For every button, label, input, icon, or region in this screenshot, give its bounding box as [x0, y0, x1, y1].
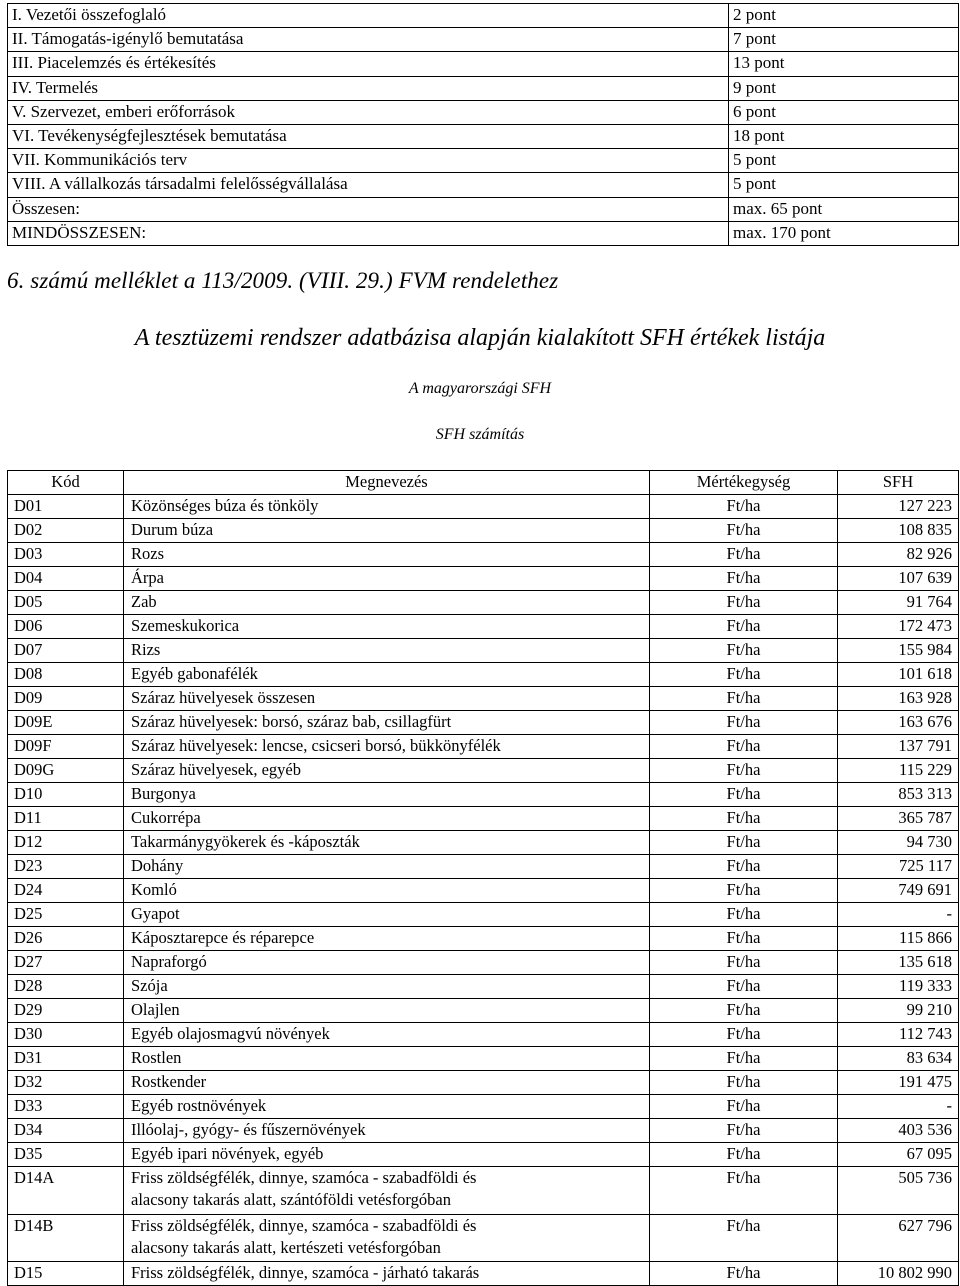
scoring-label: VI. Tevékenységfejlesztések bemutatása — [8, 124, 729, 148]
scoring-row — [8, 4, 959, 28]
sfh-name-line: Cukorrépa — [131, 808, 201, 827]
sfh-code: D24 — [8, 879, 124, 903]
sfh-unit: Ft/ha — [650, 687, 838, 711]
sfh-code: D12 — [8, 831, 124, 855]
scoring-points: 5 pont — [729, 149, 959, 173]
sfh-name-line: Burgonya — [131, 784, 196, 803]
header-sfh: SFH — [838, 471, 959, 495]
sfh-code: D06 — [8, 615, 124, 639]
sfh-unit: Ft/ha — [650, 999, 838, 1023]
sfh-unit: Ft/ha — [650, 1023, 838, 1047]
sfh-row — [8, 663, 959, 687]
scoring-row — [8, 149, 959, 173]
sfh-name-line: Rostlen — [131, 1048, 182, 1067]
sfh-row — [8, 999, 959, 1023]
sfh-code: D03 — [8, 543, 124, 567]
sfh-code: D25 — [8, 903, 124, 927]
sfh-code: D01 — [8, 495, 124, 519]
sfh-unit: Ft/ha — [650, 1047, 838, 1071]
sfh-name — [124, 1023, 650, 1047]
sfh-row — [8, 1095, 959, 1119]
sfh-name — [124, 1214, 650, 1262]
scoring-label: II. Támogatás-igénylő bemutatása — [8, 28, 729, 52]
sfh-row — [8, 759, 959, 783]
sfh-code: D34 — [8, 1119, 124, 1143]
scoring-label: VIII. A vállalkozás társadalmi felelősségvállalása — [8, 173, 729, 197]
sfh-name — [124, 759, 650, 783]
sfh-unit: Ft/ha — [650, 615, 838, 639]
sfh-name — [124, 807, 650, 831]
sfh-value: 10 802 990 — [838, 1262, 959, 1286]
sfh-name-line: Dohány — [131, 856, 184, 875]
sfh-name — [124, 1095, 650, 1119]
scoring-label: Összesen: — [8, 197, 729, 221]
sfh-name-line: Friss zöldségfélék, dinnye, szamóca - szabadföldi és — [131, 1168, 477, 1187]
sfh-table — [7, 470, 959, 1286]
scoring-table-body — [8, 4, 959, 246]
sfh-unit: Ft/ha — [650, 1167, 838, 1215]
sfh-unit: Ft/ha — [650, 519, 838, 543]
sfh-row — [8, 1262, 959, 1286]
sfh-code: D15 — [8, 1262, 124, 1286]
sfh-name — [124, 879, 650, 903]
sfh-name-line-2: alacsony takarás alatt, kertészeti vetésforgóban — [131, 1237, 441, 1257]
sfh-row — [8, 1214, 959, 1262]
header-code: Kód — [8, 471, 124, 495]
scoring-row — [8, 52, 959, 76]
sfh-value: 853 313 — [838, 783, 959, 807]
sfh-code: D07 — [8, 639, 124, 663]
header-unit: Mértékegység — [650, 471, 838, 495]
sfh-name — [124, 927, 650, 951]
scoring-label: III. Piacelemzés és értékesítés — [8, 52, 729, 76]
sfh-name — [124, 711, 650, 735]
sfh-unit: Ft/ha — [650, 855, 838, 879]
sfh-row — [8, 495, 959, 519]
sfh-value: 91 764 — [838, 591, 959, 615]
scoring-points: 13 pont — [729, 52, 959, 76]
sfh-unit: Ft/ha — [650, 495, 838, 519]
sfh-value: 627 796 — [838, 1214, 959, 1262]
sfh-unit: Ft/ha — [650, 735, 838, 759]
sfh-name-line: Egyéb olajosmagvú növények — [131, 1024, 330, 1043]
sfh-code: D09G — [8, 759, 124, 783]
sfh-unit: Ft/ha — [650, 807, 838, 831]
sfh-code: D35 — [8, 1143, 124, 1167]
sfh-code: D02 — [8, 519, 124, 543]
sfh-row — [8, 975, 959, 999]
sfh-name-line: Szemeskukorica — [131, 616, 240, 635]
scoring-row — [8, 124, 959, 148]
sfh-row — [8, 1023, 959, 1047]
sfh-row — [8, 855, 959, 879]
sfh-unit: Ft/ha — [650, 783, 838, 807]
scoring-points: 7 pont — [729, 28, 959, 52]
sfh-value: 137 791 — [838, 735, 959, 759]
sfh-code: D05 — [8, 591, 124, 615]
scoring-row — [8, 197, 959, 221]
sfh-table-body — [8, 471, 959, 1286]
sfh-name-line: Komló — [131, 880, 177, 899]
sfh-name-line: Száraz hüvelyesek, egyéb — [131, 760, 301, 779]
sfh-code: D30 — [8, 1023, 124, 1047]
sfh-code: D14B — [8, 1214, 124, 1262]
sfh-name — [124, 1167, 650, 1215]
header-name: Megnevezés — [124, 471, 650, 495]
sfh-name-line: Rizs — [131, 640, 161, 659]
sfh-code: D11 — [8, 807, 124, 831]
sfh-unit: Ft/ha — [650, 591, 838, 615]
sfh-name — [124, 1047, 650, 1071]
sfh-name-line: Takarmánygyökerek és -káposzták — [131, 832, 360, 851]
sfh-name-line: Rozs — [131, 544, 164, 563]
sfh-name-line: Egyéb ipari növények, egyéb — [131, 1144, 324, 1163]
sfh-value: 67 095 — [838, 1143, 959, 1167]
scoring-row — [8, 221, 959, 245]
sfh-name-line: Káposztarepce és réparepce — [131, 928, 315, 947]
sfh-value: 365 787 — [838, 807, 959, 831]
sfh-value: 191 475 — [838, 1071, 959, 1095]
sfh-code: D10 — [8, 783, 124, 807]
scoring-table — [7, 3, 959, 246]
sfh-name-line: Száraz hüvelyesek: lencse, csicseri borsó, bükkönyfélék — [131, 736, 501, 755]
scoring-points: 5 pont — [729, 173, 959, 197]
sfh-row — [8, 1143, 959, 1167]
subtitle-country-sfh: A magyarországi SFH — [408, 380, 552, 397]
sfh-code: D23 — [8, 855, 124, 879]
subtitle-sfh-calculation: SFH számítás — [435, 426, 525, 443]
sfh-name — [124, 495, 650, 519]
sfh-unit: Ft/ha — [650, 1095, 838, 1119]
scoring-label: I. Vezetői összefoglaló — [8, 4, 729, 28]
sfh-name-line: Egyéb rostnövények — [131, 1096, 267, 1115]
sfh-value: 505 736 — [838, 1167, 959, 1215]
sfh-code: D29 — [8, 999, 124, 1023]
sfh-code: D33 — [8, 1095, 124, 1119]
sfh-row — [8, 1167, 959, 1215]
sfh-unit: Ft/ha — [650, 567, 838, 591]
sfh-name-line: Száraz hüvelyesek: borsó, száraz bab, csillagfürt — [131, 712, 452, 731]
sfh-name-line: Száraz hüvelyesek összesen — [131, 688, 316, 707]
sfh-name — [124, 831, 650, 855]
sfh-value: 155 984 — [838, 639, 959, 663]
sfh-row — [8, 687, 959, 711]
document-title: A tesztüzemi rendszer adatbázisa alapján kialakított SFH értékek listája — [134, 325, 826, 351]
sfh-row — [8, 543, 959, 567]
sfh-row — [8, 927, 959, 951]
sfh-name — [124, 1119, 650, 1143]
sfh-unit: Ft/ha — [650, 951, 838, 975]
sfh-code: D28 — [8, 975, 124, 999]
sfh-code: D09F — [8, 735, 124, 759]
scoring-label: IV. Termelés — [8, 76, 729, 100]
sfh-row — [8, 831, 959, 855]
sfh-name — [124, 855, 650, 879]
sfh-unit: Ft/ha — [650, 927, 838, 951]
sfh-name-line: Friss zöldségfélék, dinnye, szamóca - járható takarás — [131, 1263, 480, 1282]
sfh-name-line: Szója — [131, 976, 168, 995]
scoring-label: V. Szervezet, emberi erőforrások — [8, 100, 729, 124]
sfh-value: 119 333 — [838, 975, 959, 999]
scoring-points: 6 pont — [729, 100, 959, 124]
sfh-value: 82 926 — [838, 543, 959, 567]
sfh-name-line: Olajlen — [131, 1000, 180, 1019]
sfh-row — [8, 567, 959, 591]
sfh-unit: Ft/ha — [650, 1119, 838, 1143]
sfh-row — [8, 783, 959, 807]
sfh-row — [8, 519, 959, 543]
sfh-name — [124, 687, 650, 711]
sfh-name-line: Friss zöldségfélék, dinnye, szamóca - szabadföldi és — [131, 1215, 477, 1235]
sfh-unit: Ft/ha — [650, 879, 838, 903]
sfh-value: 112 743 — [838, 1023, 959, 1047]
sfh-name — [124, 615, 650, 639]
sfh-name-line-2: alacsony takarás alatt, szántóföldi vetésforgóban — [131, 1190, 451, 1209]
sfh-code: D09 — [8, 687, 124, 711]
sfh-name — [124, 639, 650, 663]
sfh-code: D04 — [8, 567, 124, 591]
sfh-unit: Ft/ha — [650, 639, 838, 663]
sfh-name — [124, 735, 650, 759]
sfh-value: 94 730 — [838, 831, 959, 855]
sfh-unit: Ft/ha — [650, 1214, 838, 1262]
sfh-name-line: Közönséges búza és tönköly — [131, 496, 319, 515]
sfh-code: D32 — [8, 1071, 124, 1095]
sfh-code: D26 — [8, 927, 124, 951]
sfh-code: D08 — [8, 663, 124, 687]
sfh-name — [124, 951, 650, 975]
sfh-code: D31 — [8, 1047, 124, 1071]
sfh-value: 163 928 — [838, 687, 959, 711]
sfh-unit: Ft/ha — [650, 1071, 838, 1095]
sfh-name — [124, 1143, 650, 1167]
sfh-row — [8, 1119, 959, 1143]
sfh-value: 403 536 — [838, 1119, 959, 1143]
sfh-name — [124, 1262, 650, 1286]
sfh-name-line: Rostkender — [131, 1072, 207, 1091]
sfh-unit: Ft/ha — [650, 759, 838, 783]
sfh-row — [8, 807, 959, 831]
sfh-name — [124, 567, 650, 591]
sfh-unit: Ft/ha — [650, 1262, 838, 1286]
sfh-row — [8, 639, 959, 663]
sfh-name — [124, 591, 650, 615]
sfh-name — [124, 543, 650, 567]
scoring-points: 9 pont — [729, 76, 959, 100]
sfh-row — [8, 1071, 959, 1095]
scoring-label: VII. Kommunikációs terv — [8, 149, 729, 173]
sfh-value: 127 223 — [838, 495, 959, 519]
sfh-value: 99 210 — [838, 999, 959, 1023]
sfh-unit: Ft/ha — [650, 663, 838, 687]
sfh-name-line: Illóolaj-, gyógy- és fűszernövények — [131, 1120, 366, 1139]
sfh-name — [124, 903, 650, 927]
sfh-unit: Ft/ha — [650, 831, 838, 855]
sfh-row — [8, 951, 959, 975]
sfh-value: 115 229 — [838, 759, 959, 783]
sfh-value: - — [838, 903, 959, 927]
scoring-row — [8, 76, 959, 100]
sfh-row — [8, 903, 959, 927]
sfh-value: 101 618 — [838, 663, 959, 687]
scoring-label: MINDÖSSZESEN: — [8, 221, 729, 245]
sfh-value: 749 691 — [838, 879, 959, 903]
sfh-code: D09E — [8, 711, 124, 735]
sfh-value: 107 639 — [838, 567, 959, 591]
sfh-unit: Ft/ha — [650, 543, 838, 567]
scoring-points: 2 pont — [729, 4, 959, 28]
scoring-points: max. 65 pont — [729, 197, 959, 221]
scoring-row — [8, 28, 959, 52]
sfh-name — [124, 975, 650, 999]
sfh-unit: Ft/ha — [650, 903, 838, 927]
sfh-name-line: Zab — [131, 592, 157, 611]
sfh-name — [124, 519, 650, 543]
sfh-row — [8, 879, 959, 903]
sfh-row — [8, 735, 959, 759]
scoring-row — [8, 173, 959, 197]
sfh-code: D14A — [8, 1167, 124, 1215]
annex-title: 6. számú melléklet a 113/2009. (VIII. 29.) FVM rendelethez — [7, 268, 559, 293]
sfh-value: 172 473 — [838, 615, 959, 639]
sfh-row — [8, 1047, 959, 1071]
sfh-unit: Ft/ha — [650, 1143, 838, 1167]
sfh-value: 725 117 — [838, 855, 959, 879]
sfh-value: 163 676 — [838, 711, 959, 735]
sfh-name-line: Durum búza — [131, 520, 214, 539]
scoring-points: max. 170 pont — [729, 221, 959, 245]
sfh-row — [8, 711, 959, 735]
sfh-row — [8, 591, 959, 615]
sfh-name-line: Egyéb gabonafélék — [131, 664, 258, 683]
sfh-unit: Ft/ha — [650, 975, 838, 999]
sfh-unit: Ft/ha — [650, 711, 838, 735]
sfh-name-line: Árpa — [131, 568, 164, 587]
scoring-row — [8, 100, 959, 124]
sfh-value: 135 618 — [838, 951, 959, 975]
sfh-value: 83 634 — [838, 1047, 959, 1071]
sfh-table-header-row — [8, 471, 959, 495]
sfh-name — [124, 663, 650, 687]
sfh-name — [124, 999, 650, 1023]
sfh-value: - — [838, 1095, 959, 1119]
sfh-name-line: Napraforgó — [131, 952, 207, 971]
scoring-points: 18 pont — [729, 124, 959, 148]
sfh-name — [124, 1071, 650, 1095]
sfh-code: D27 — [8, 951, 124, 975]
sfh-name — [124, 783, 650, 807]
sfh-value: 108 835 — [838, 519, 959, 543]
sfh-name-line: Gyapot — [131, 904, 180, 923]
sfh-row — [8, 615, 959, 639]
sfh-value: 115 866 — [838, 927, 959, 951]
